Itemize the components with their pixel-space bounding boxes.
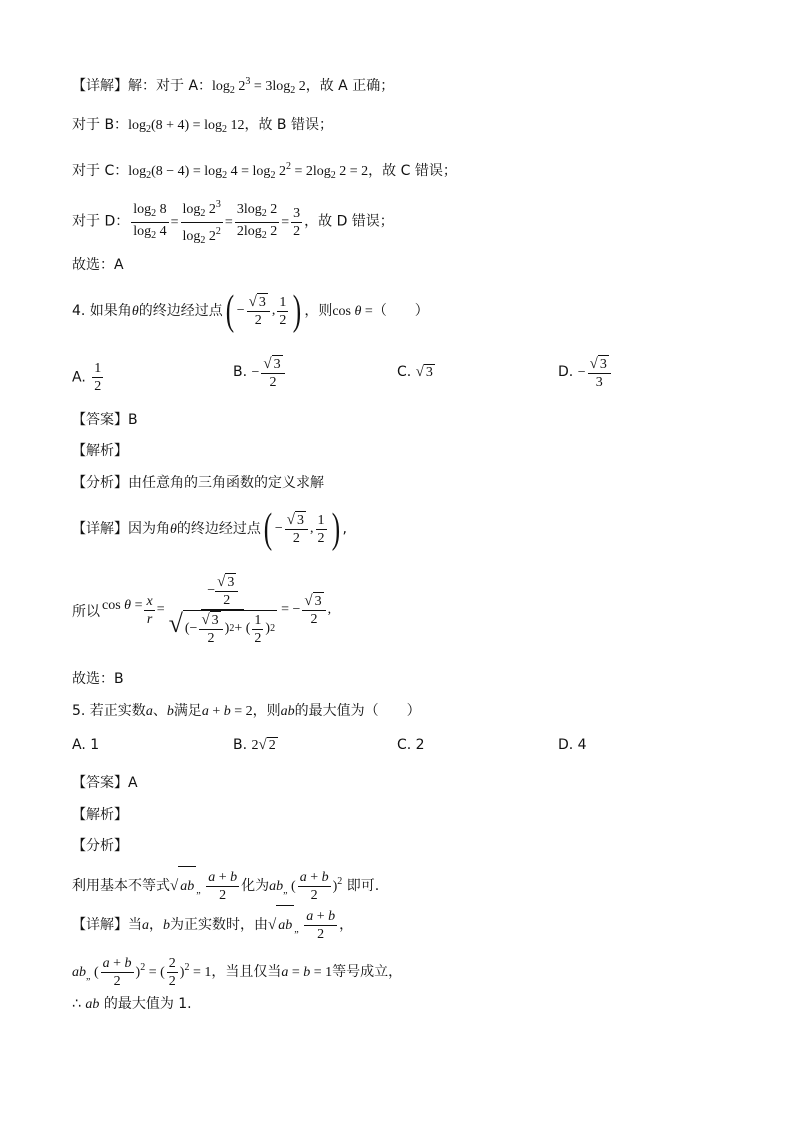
q4-option-c-value: √ 3 [415, 364, 433, 380]
line-detail-c [72, 157, 457, 186]
q5-option-b-value: 2√ 2 [251, 737, 276, 753]
detail-q4-prefix: 【详解】因为角 [72, 521, 170, 537]
q4-option-c-label: C. [397, 364, 412, 380]
ineq-3: √ ab $_„$ $\frac{a + b}{2}$ [268, 918, 339, 933]
q4-option-b-value: − $\frac{√ 3}{2}$ [252, 365, 287, 380]
choose-b: 故选：B [72, 671, 124, 687]
ineq-4: $ab_„$ ( $\frac{a + b}{2}$ )$^2$ = ( $\frac{2}{2}$ )$^2$ = 1 [72, 956, 212, 990]
var-b-2: b [163, 918, 170, 933]
point-coords: ( − $\frac{√ 3}{2}$ , $\frac{1}{2}$ ) [225, 288, 302, 334]
eq-condition: a = b = 1 [281, 965, 333, 980]
question-5: 5. 若正实数a、b满足a + b = 2，则ab的最大值为（ ） [72, 703, 421, 719]
q4-prefix: 4. 如果角 [72, 303, 132, 319]
ineq-1: √ ab $_„$ $\frac{a + b}{2}$ [170, 879, 241, 894]
use-suffix: 即可. [346, 878, 380, 894]
analysis-tag: 【解析】 [72, 443, 128, 459]
use-inequality-line [72, 862, 379, 911]
text-b-suffix: ，故 B 错误； [244, 117, 333, 133]
conclusion-suffix: 的最大值为 1. [103, 996, 192, 1012]
detail-q4: 【详解】因为角θ的终边经过点 ( − $\frac{√ 3}{2}$ , $\frac{1}{2}$ ) , [72, 506, 347, 552]
analysis-tag-2: 【解析】 [72, 807, 128, 823]
q5-option-b-label: B. [233, 737, 248, 753]
text-c-prefix: 对于 C： [72, 163, 129, 179]
q4-option-b-label: B. [233, 364, 248, 381]
ineq-2: $ab_„$ ( $\frac{a + b}{2}$ )$^2$ [269, 870, 343, 904]
detail-q5-prefix: 【详解】当 [72, 917, 142, 933]
q4-option-b [233, 355, 287, 391]
cos-theta: cos θ = [332, 304, 373, 319]
q5-condition: a + b = 2 [201, 704, 253, 719]
q5-option-b [233, 737, 278, 754]
eq-tail: 等号成立， [332, 964, 403, 980]
answer-a-tag: 【答案】A [72, 775, 138, 791]
use-prefix: 利用基本不等式 [72, 878, 170, 894]
detail-q5-mid: 为正实数时，由 [170, 917, 268, 933]
analysis-q4: 【分析】由任意角的三角函数的定义求解 [72, 475, 324, 491]
q4-option-a-value: $\frac{1}{2}$ [94, 361, 102, 394]
q5-prefix: 5. 若正实数 [72, 703, 146, 719]
text-detail-a-prefix: 【详解】解：对于 A： [72, 78, 213, 94]
theta-symbol-2: θ [170, 522, 177, 537]
q4-blank: （ ） [372, 303, 429, 319]
q4-option-d [558, 355, 613, 391]
q5-option-d: D. 4 [558, 737, 587, 753]
q5-option-a: A. 1 [72, 737, 100, 753]
var-a-2: a [142, 918, 149, 933]
q4-option-d-value: − $\frac{√ 3}{3}$ [578, 365, 613, 380]
math-b: $\log_2(8 + 4) = \log_2 12$ [128, 118, 245, 135]
var-a: a [145, 704, 153, 719]
analysis-q5-tag: 【分析】 [72, 838, 128, 854]
var-b: b [166, 704, 174, 719]
equality-line [72, 948, 402, 997]
q5-tail: 的最大值为（ ） [294, 703, 421, 719]
q4-mid: 的终边经过点 [138, 303, 223, 319]
theta-symbol: θ [131, 304, 139, 319]
conclusion-line [72, 994, 192, 1015]
math-a: $\log_2 2^3 = 3\log_2$ 2 [212, 76, 306, 96]
q4-option-a-label: A. [72, 369, 86, 386]
q5-mid: 满足 [173, 703, 202, 719]
math-d: $\frac{\log_2 8}{\log_2 4}$ = $\frac{\log_2 2^3}{\log_2 2^2}$ = $\frac{3\log_2 2}{2\log_2 2}$ = $\frac{3}{2}$ [129, 215, 304, 230]
math-c: $\log_2(8 - 4) = \log_2 4 = \log_2 2^2 = 2\log_2$ 2 = 2 [128, 161, 369, 181]
var-ab: ab [280, 704, 295, 719]
q4-option-a [72, 360, 105, 395]
detail-q4-mid: 的终边经过点 [176, 521, 261, 537]
text-d-prefix: 对于 D： [72, 213, 130, 230]
var-ab-2: ab [85, 997, 100, 1012]
q5-suffix: ，则 [252, 703, 281, 719]
q4-option-c [397, 364, 435, 381]
use-mid: 化为 [241, 878, 270, 894]
point-coords-2: ( − $\frac{√ 3}{2}$ , $\frac{1}{2}$ ) [263, 506, 340, 552]
cos-formula: cos θ = $\frac{x}{r}$ = − $\frac{√ 3}{2}$ √ (− $\frac{√ 3}{2}$ ) 2 + ( $\frac{1}{2}$ ) 2 = − $\frac{√ 3}{2}$ , [102, 574, 332, 646]
answer-b-tag: 【答案】B [72, 412, 138, 428]
detail-q5: 【详解】当a，b为正实数时，由√ ab $_„$ $\frac{a + b}{2}$ ， [72, 905, 353, 950]
line-detail-a [72, 72, 394, 101]
line-choose-a: 故选：A [72, 257, 124, 273]
therefore-symbol: ∴ [72, 996, 81, 1012]
line-detail-d [72, 196, 394, 249]
line-detail-b [72, 115, 333, 140]
eq-suffix: ，当且仅当 [211, 964, 282, 980]
text-c-suffix: ，故 C 错误； [368, 163, 457, 179]
text-detail-a-suffix: ，故 A 正确； [305, 78, 395, 94]
q4-suffix: ，则 [304, 303, 333, 319]
q4-option-d-label: D. [558, 364, 574, 381]
text-d-suffix: ，故 D 错误； [304, 213, 394, 230]
question-4 [72, 290, 429, 332]
text-b-prefix: 对于 B： [72, 117, 129, 133]
suoyi-label: 所以 [72, 604, 100, 620]
q5-option-c: C. 2 [397, 737, 425, 753]
